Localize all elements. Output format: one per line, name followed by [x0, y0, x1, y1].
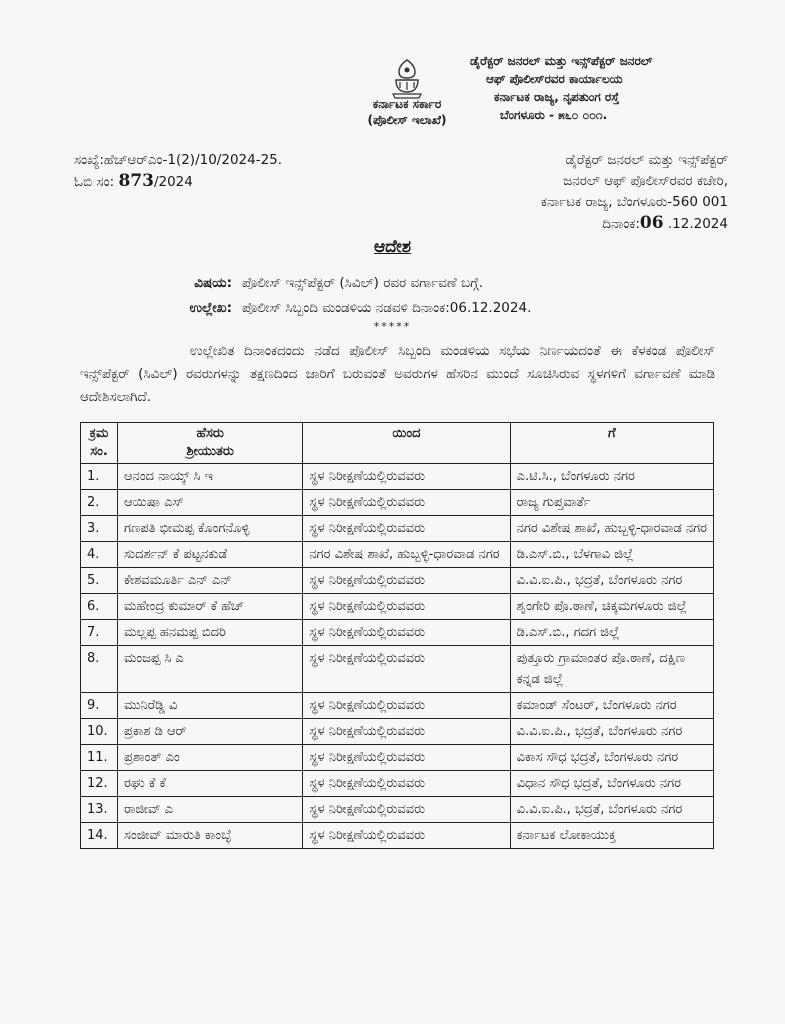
- office-line-2: ಆಫ್ ಪೊಲೀಸ್‌ರವರ ಕಾರ್ಯಾಲಯ: [486, 72, 623, 86]
- row-name: ಗಣಪತಿ ಭೀಮಪ್ಪ ಕೊಂಗನೊಳ್ಳಿ: [118, 516, 303, 542]
- row-from: ಸ್ಥಳ ನಿರೀಕ್ಷಣೆಯಲ್ಲಿರುವವರು: [303, 516, 510, 542]
- row-from: ಸ್ಥಳ ನಿರೀಕ್ಷಣೆಯಲ್ಲಿರುವವರು: [303, 594, 510, 620]
- row-to: ಎ.ಟಿ.ಸಿ., ಬೆಂಗಳೂರು ನಗರ: [510, 464, 713, 490]
- header-to: ಗೆ: [510, 423, 713, 464]
- table-row: [81, 542, 714, 568]
- table-header-row: [81, 423, 714, 464]
- table-row: [81, 464, 714, 490]
- row-name: ಆಯಿಷಾ ಎಸ್: [118, 490, 303, 516]
- ob-year: /2024: [153, 174, 193, 190]
- row-to: ನಗರ ವಿಶೇಷ ಶಾಖೆ, ಹುಬ್ಬಳ್ಳಿ-ಧಾರವಾಡ ನಗರ: [510, 516, 713, 542]
- row-name: ಮಲ್ಲಪ್ಪ ಹನಮಪ್ಪ ಬಿದರಿ: [118, 620, 303, 646]
- row-to: ಶೃಂಗೇರಿ ಪೊ.ಠಾಣೆ, ಚಿಕ್ಕಮಗಳೂರು ಜಿಲ್ಲೆ: [510, 594, 713, 620]
- ob-number: 873: [118, 171, 154, 191]
- row-serial: 13.: [81, 797, 118, 823]
- header-name: ಹೆಸರು ಶ್ರೀಯುತರು: [118, 423, 303, 464]
- table-row: [81, 797, 714, 823]
- subject-line: [160, 271, 531, 296]
- row-serial: 1.: [81, 464, 118, 490]
- row-to: ರಾಜ್ಯ ಗುಪ್ತವಾರ್ತೆ: [510, 490, 713, 516]
- row-serial: 14.: [81, 823, 118, 849]
- row-from: ಸ್ಥಳ ನಿರೀಕ್ಷಣೆಯಲ್ಲಿರುವವರು: [303, 620, 510, 646]
- row-serial: 11.: [81, 745, 118, 771]
- table-row: [81, 594, 714, 620]
- row-serial: 2.: [81, 490, 118, 516]
- row-serial: 3.: [81, 516, 118, 542]
- table-row: [81, 490, 714, 516]
- row-to: ವಿ.ವಿ.ಐ.ಪಿ., ಭದ್ರತೆ, ಬೆಂಗಳೂರು ನಗರ: [510, 797, 713, 823]
- row-from: ಸ್ಥಳ ನಿರೀಕ್ಷಣೆಯಲ್ಲಿರುವವರು: [303, 771, 510, 797]
- ob-label: ಓಬಿ ಸಂ:: [74, 174, 115, 190]
- row-to: ವಿ.ವಿ.ಐ.ಪಿ., ಭದ್ರತೆ, ಬೆಂಗಳೂರು ನಗರ: [510, 568, 713, 594]
- row-from: ಸ್ಥಳ ನಿರೀಕ್ಷಣೆಯಲ್ಲಿರುವವರು: [303, 719, 510, 745]
- row-from: ಸ್ಥಳ ನಿರೀಕ್ಷಣೆಯಲ್ಲಿರುವವರು: [303, 823, 510, 849]
- row-to: ವಿ.ವಿ.ಐ.ಪಿ., ಭದ್ರತೆ, ಬೆಂಗಳೂರು ನಗರ: [510, 719, 713, 745]
- issuer-block: [448, 150, 728, 235]
- table-row: [81, 646, 714, 693]
- row-serial: 6.: [81, 594, 118, 620]
- row-to: ಡಿ.ಎಸ್.ಬಿ., ಬೆಳಗಾವಿ ಜಿಲ್ಲೆ: [510, 542, 713, 568]
- table-row: [81, 745, 714, 771]
- row-serial: 12.: [81, 771, 118, 797]
- table-row: [81, 719, 714, 745]
- reference-block: [74, 150, 282, 193]
- row-name: ಆನಂದ ನಾಯ್ಕ್ ಸಿ ಇ: [118, 464, 303, 490]
- order-body: ಉಲ್ಲೇಖಿತ ದಿನಾಂಕದಂದು ನಡೆದ ಪೊಲೀಸ್ ಸಿಬ್ಬಂದಿ ಮಂಡಳಿಯ ಸಭೆಯ ನಿರ್ಣಯದಂತೆ ಈ ಕೆಳಕಂಡ ಪೊಲೀಸ್ ಇನ್ಸ್‌ಪೆಕ್ಟರ್ (ಸಿವಿಲ್) ರವರುಗಳನ್ನು ತಕ್ಷಣದಿಂದ ಜಾರಿಗೆ ಬರುವಂತೆ ಅವರುಗಳ ಹೆಸರಿನ ಮುಂದೆ ಸೂಚಿಸಿರುವ ಸ್ಥಳಗಳಿಗೆ ವರ್ಗಾವಣೆ ಮಾಡಿ ಆದೇಶಿಸಲಾಗಿದೆ.: [80, 343, 715, 405]
- row-from: ನಗರ ವಿಶೇಷ ಶಾಖೆ, ಹುಬ್ಬಳ್ಳಿ-ಧಾರವಾಡ ನಗರ: [303, 542, 510, 568]
- issuer-line-3: ಕರ್ನಾಟಕ ರಾಜ್ಯ, ಬೆಂಗಳೂರು-560 001: [540, 194, 728, 210]
- issue-date: [448, 213, 728, 235]
- department-name: (ಪೊಲೀಸ್ ಇಲಾಖೆ): [367, 113, 447, 127]
- row-serial: 8.: [81, 646, 118, 693]
- office-line-4: ಬೆಂಗಳೂರು - ೫೬೦ ೦೦೧.: [500, 108, 608, 122]
- row-serial: 9.: [81, 693, 118, 719]
- date-day: 06: [639, 213, 664, 233]
- row-to: ಡಿ.ಎಸ್.ಬಿ., ಗದಗ ಜಿಲ್ಲೆ: [510, 620, 713, 646]
- row-name: ರಘು ಕೆ ಕೆ: [118, 771, 303, 797]
- row-serial: 7.: [81, 620, 118, 646]
- row-name: ಕೇಶವಮೂರ್ತಿ ಎನ್ ಎನ್: [118, 568, 303, 594]
- header-serial: ಕ್ರಮ ಸಂ.: [81, 423, 118, 464]
- row-to: ವಿಧಾನ ಸೌಧ ಭದ್ರತೆ, ಬೆಂಗಳೂರು ನಗರ: [510, 771, 713, 797]
- government-name: ಕರ್ನಾಟಕ ಸರ್ಕಾರ: [372, 97, 442, 111]
- row-name: ಮುನಿರೆಡ್ಡಿ ವಿ: [118, 693, 303, 719]
- state-emblem-icon: [388, 58, 426, 100]
- table-row: [81, 516, 714, 542]
- subject-block: [160, 271, 531, 321]
- reference-number: ಸಂಖ್ಯೆ:ಹೆಚ್‌ಆರ್‌ಎಂ-1(2)/10/2024-25.: [74, 152, 283, 168]
- row-from: ಸ್ಥಳ ನಿರೀಕ್ಷಣೆಯಲ್ಲಿರುವವರು: [303, 745, 510, 771]
- row-serial: 5.: [81, 568, 118, 594]
- row-name: ಮಂಜಪ್ಪ ಸಿ ಎ: [118, 646, 303, 693]
- date-label: ದಿನಾಂಕ:: [602, 216, 640, 232]
- table-row: [81, 771, 714, 797]
- row-to: ವಿಕಾಸ ಸೌಧ ಭದ್ರತೆ, ಬೆಂಗಳೂರು ನಗರ: [510, 745, 713, 771]
- row-from: ಸ್ಥಳ ನಿರೀಕ್ಷಣೆಯಲ್ಲಿರುವವರು: [303, 464, 510, 490]
- row-serial: 10.: [81, 719, 118, 745]
- issuer-line-1: ಡೈರೆಕ್ಟರ್ ಜನರಲ್ ಮತ್ತು ಇನ್ಸ್‌ಪೆಕ್ಟರ್: [565, 152, 728, 168]
- row-name: ರಾಜೀವ್ ಎ: [118, 797, 303, 823]
- row-name: ಪ್ರಕಾಶ ಡಿ ಆರ್: [118, 719, 303, 745]
- row-name: ಪ್ರಶಾಂತ್ ಎಂ: [118, 745, 303, 771]
- row-from: ಸ್ಥಳ ನಿರೀಕ್ಷಣೆಯಲ್ಲಿರುವವರು: [303, 568, 510, 594]
- transfer-table: [80, 422, 714, 849]
- issuer-line-2: ಜನರಲ್ ಆಫ್ ಪೊಲೀಸ್‌ರವರ ಕಚೇರಿ,: [563, 173, 728, 189]
- table-row: [81, 693, 714, 719]
- table-row: [81, 620, 714, 646]
- row-name: ಸುದರ್ಶನ್ ಕೆ ಪಟ್ಟನಕುಡೆ: [118, 542, 303, 568]
- row-to: ಪುತ್ತೂರು ಗ್ರಾಮಾಂತರ ಪೊ.ಠಾಣೆ, ದಕ್ಷಿಣ ಕನ್ನಡ ಜಿಲ್ಲೆ: [510, 646, 713, 693]
- office-line-1: ಡೈರೆಕ್ಟರ್ ಜನರಲ್ ಮತ್ತು ಇನ್ಸ್‌ಪೆಕ್ಟರ್ ಜನರಲ್: [470, 54, 653, 68]
- subject-text: ಪೊಲೀಸ್ ಇನ್ಸ್‌ಪೆಕ್ಟರ್ (ಸಿವಿಲ್) ರವರ ವರ್ಗಾವಣೆ ಬಗ್ಗೆ.: [242, 275, 484, 291]
- row-name: ಸಂಜೀವ್ ಮಾರುತಿ ಕಾಂಬ್ಳೆ: [118, 823, 303, 849]
- table-row: [81, 568, 714, 594]
- reference-text: ಪೊಲೀಸ್ ಸಿಬ್ಬಂದಿ ಮಂಡಳಿಯ ನಡವಳಿ ದಿನಾಂಕ:06.12.2024.: [242, 300, 532, 316]
- row-from: ಸ್ಥಳ ನಿರೀಕ್ಷಣೆಯಲ್ಲಿರುವವರು: [303, 646, 510, 693]
- date-rest: .12.2024: [663, 216, 728, 232]
- row-from: ಸ್ಥಳ ನಿರೀಕ್ಷಣೆಯಲ್ಲಿರುವವರು: [303, 490, 510, 516]
- office-address: [470, 52, 720, 124]
- row-from: ಸ್ಥಳ ನಿರೀಕ್ಷಣೆಯಲ್ಲಿರುವವರು: [303, 693, 510, 719]
- reference-line: [160, 296, 531, 321]
- table-row: [81, 823, 714, 849]
- office-line-3: ಕರ್ನಾಟಕ ರಾಜ್ಯ, ನೃಪತುಂಗ ರಸ್ತೆ: [494, 90, 620, 104]
- subject-label: ವಿಷಯ:: [194, 275, 232, 291]
- ob-number-line: [74, 171, 282, 193]
- reference-label: ಉಲ್ಲೇಖ:: [189, 300, 232, 316]
- row-to: ಕಮಾಂಡ್ ಸೆಂಟರ್, ಬೆಂಗಳೂರು ನಗರ: [510, 693, 713, 719]
- order-title: ಆದೇಶ: [373, 237, 412, 257]
- row-name: ಮಹೇಂದ್ರ ಕುಮಾರ್ ಕೆ ಹೆಚ್: [118, 594, 303, 620]
- separator: *****: [373, 320, 412, 333]
- row-from: ಸ್ಥಳ ನಿರೀಕ್ಷಣೆಯಲ್ಲಿರುವವರು: [303, 797, 510, 823]
- letterhead-government: [352, 96, 462, 128]
- row-to: ಕರ್ನಾಟಕ ಲೋಕಾಯುಕ್ತ: [510, 823, 713, 849]
- row-serial: 4.: [81, 542, 118, 568]
- header-from: ಯಿಂದ: [303, 423, 510, 464]
